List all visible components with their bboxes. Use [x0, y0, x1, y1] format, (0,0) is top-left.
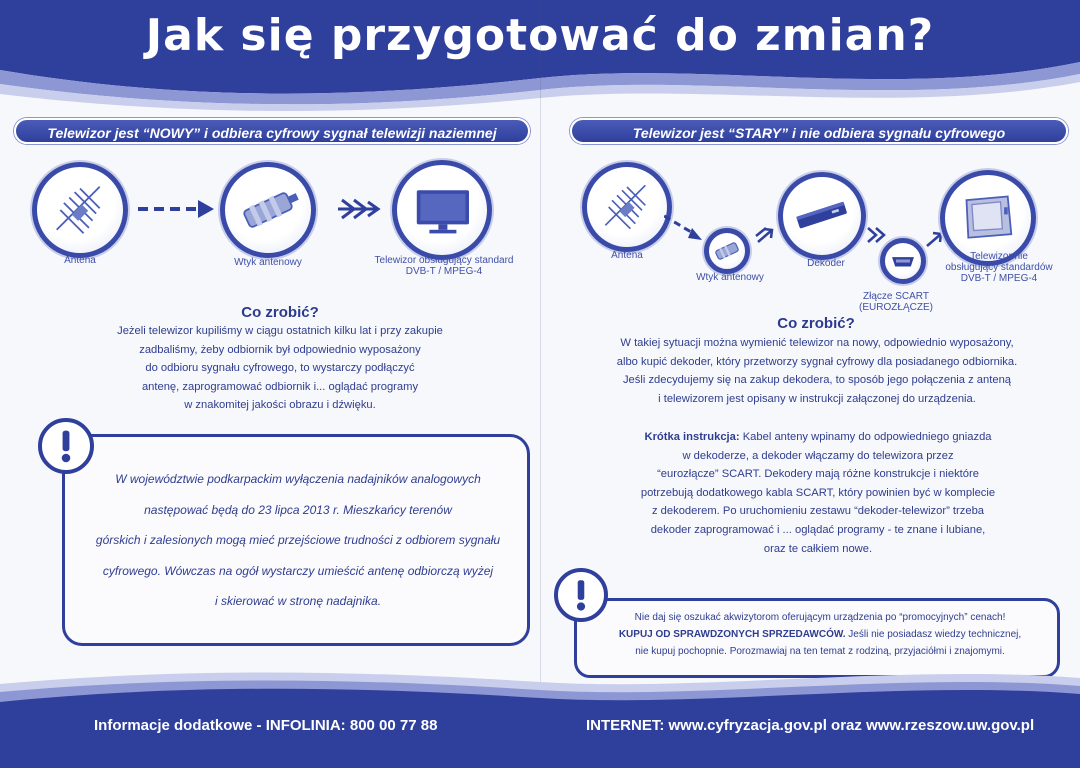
instruction-title: Krótka instrukcja: [644, 431, 740, 443]
tv-label-left-1: Telewizor obsługujący standard [374, 255, 514, 266]
right-section-header: Telewizor jest “STARY” i nie odbiera sygnału cyfrowego [570, 118, 1068, 144]
instruction-line: z dekoderem. Po uruchomieniu zestawu “dekoder-telewizor” trzeba [651, 505, 985, 518]
scart-connector-icon [885, 243, 921, 279]
footer-banner [0, 660, 1080, 768]
right-body [574, 334, 1060, 408]
left-body-line: w znakomitej jakości obrazu i dźwięku. [184, 399, 376, 412]
decoder-label: Dekoder [807, 258, 845, 269]
instruction-line [590, 428, 1046, 447]
antenna-plug-icon [709, 233, 745, 269]
left-warning-text [72, 464, 524, 617]
hotline-info: Informacje dodatkowe - INFOLINIA: 800 00 77 88 [94, 717, 438, 734]
decoder-circle [778, 172, 866, 260]
instruction-line: “eurozłącze” SCART. Dekodery mają różne konstrukcje i niektóre [657, 468, 979, 481]
instruction-first-line: Kabel anteny wpinamy do odpowiedniego gniazda [739, 431, 992, 443]
left-body-line: Jeżeli telewizor kupiliśmy w ciągu ostatnich kilku lat i przy zakupie [117, 325, 443, 337]
left-body-line: do odbioru sygnału cyfrowego, to wystarczy podłączyć [145, 362, 415, 375]
warning-line-rest: Jeśli nie posiadasz wiedzy technicznej, [845, 629, 1022, 640]
internet-links: INTERNET: www.cyfryzacja.gov.pl oraz www.rzeszow.uw.gov.pl [586, 717, 1035, 734]
short-instruction [590, 428, 1046, 558]
scart-circle [880, 238, 926, 284]
double-chevron-icon [338, 196, 382, 222]
warning-line [586, 626, 1054, 643]
instruction-line: w dekoderze, a dekoder włączamy do telewizora przez [682, 449, 954, 462]
scart-label-1: Złącze SCART [863, 291, 929, 302]
plug-circle-left [220, 162, 316, 258]
tv-label-right-2: obsługujący standardów [945, 262, 1053, 273]
warning-line: Nie daj się oszukać akwizytorom oferującym urządzenia po “promocyjnych” cenach! [634, 612, 1006, 623]
instruction-line: oraz te całkiem nowe. [763, 542, 873, 555]
tv-circle-left [392, 160, 492, 260]
flat-tv-icon [397, 165, 487, 255]
antenna-plug-icon [225, 167, 311, 253]
crt-tv-icon [945, 175, 1031, 261]
instruction-line: dekoder zaprogramować i ... oglądać programy - te znane i lubiane, [650, 523, 986, 536]
antenna-icon [37, 167, 123, 253]
plug-label-left: Wtyk antenowy [234, 257, 302, 268]
right-warning-text [586, 609, 1054, 660]
right-what-to-do-title: Co zrobić? [777, 315, 855, 332]
antenna-label-right: Antena [611, 250, 643, 261]
warning-line: następować będą do 23 lipca 2013 r. Mieszkańcy terenów [144, 502, 452, 517]
plug-circle-right [704, 228, 750, 274]
tv-label-right-1: Telewizor nie [970, 251, 1028, 262]
antenna-circle-right [582, 162, 672, 252]
left-body [90, 322, 470, 415]
plug-label-right: Wtyk antenowy [696, 272, 764, 283]
scart-label-2: (EUROZŁĄCZE) [859, 302, 933, 313]
warning-line: W województwie podkarpackim wyłączenia nadajników analogowych [115, 472, 481, 486]
warning-line: nie kupuj pochopnie. Porozmawiaj na ten temat z rodziną, przyjaciółmi i znajomymi. [635, 646, 1005, 657]
antenna-label-left: Antena [64, 255, 96, 266]
buy-from-trusted-sellers: KUPUJ OD SPRAWDZONYCH SPRZEDAWCÓW. [618, 629, 846, 640]
fold-line [540, 0, 541, 768]
right-body-line: W takiej sytuacji można wymienić telewizor na nowy, odpowiednio wyposażony, [620, 337, 1014, 349]
left-what-to-do-title: Co zrobić? [241, 304, 319, 321]
warning-line: i skierować w stronę nadajnika. [214, 594, 382, 608]
decoder-icon [783, 177, 861, 255]
double-chevron-icon [866, 226, 890, 244]
dashed-arrow-icon [138, 198, 216, 220]
left-section-header: Telewizor jest “NOWY” i odbiera cyfrowy sygnał telewizji naziemnej [14, 118, 530, 144]
antenna-circle-left [32, 162, 128, 258]
tv-label-left-2: DVB-T / MPEG-4 [405, 266, 483, 277]
left-body-line: antenę, zaprogramować odbiornik i... oglądać programy [141, 380, 419, 393]
warning-line: górskich i zalesionych mogą mieć przejściowe trudności z odbiorem sygnału [95, 533, 501, 547]
right-body-line: albo kupić dekoder, który przetworzy sygnał cyfrowy dla posiadanego odbiornika. [616, 355, 1018, 368]
dashed-arrow-icon [664, 214, 704, 242]
right-body-line: Jeśli zdecydujemy się na zakup dekodera, to sposób jego połączenia z anteną [622, 374, 1012, 387]
warning-line: cyfrowego. Wówczas na ogół wystarczy umieścić antenę odbiorczą wyżej [102, 563, 494, 578]
instruction-line: potrzebują dodatkowego kabla SCART, który powinien być w komplecie [640, 486, 996, 499]
double-chevron-icon [754, 226, 780, 246]
left-body-line: zadbaliśmy, żeby odbiornik był odpowiednio wyposażony [139, 343, 421, 356]
page-title: Jak się przygotować do zmian? [145, 10, 935, 61]
antenna-icon [587, 167, 667, 247]
tv-label-right-3: DVB-T / MPEG-4 [960, 273, 1038, 284]
right-body-line: i telewizorem jest opisany w instrukcji załączonej do urządzenia. [658, 392, 976, 405]
